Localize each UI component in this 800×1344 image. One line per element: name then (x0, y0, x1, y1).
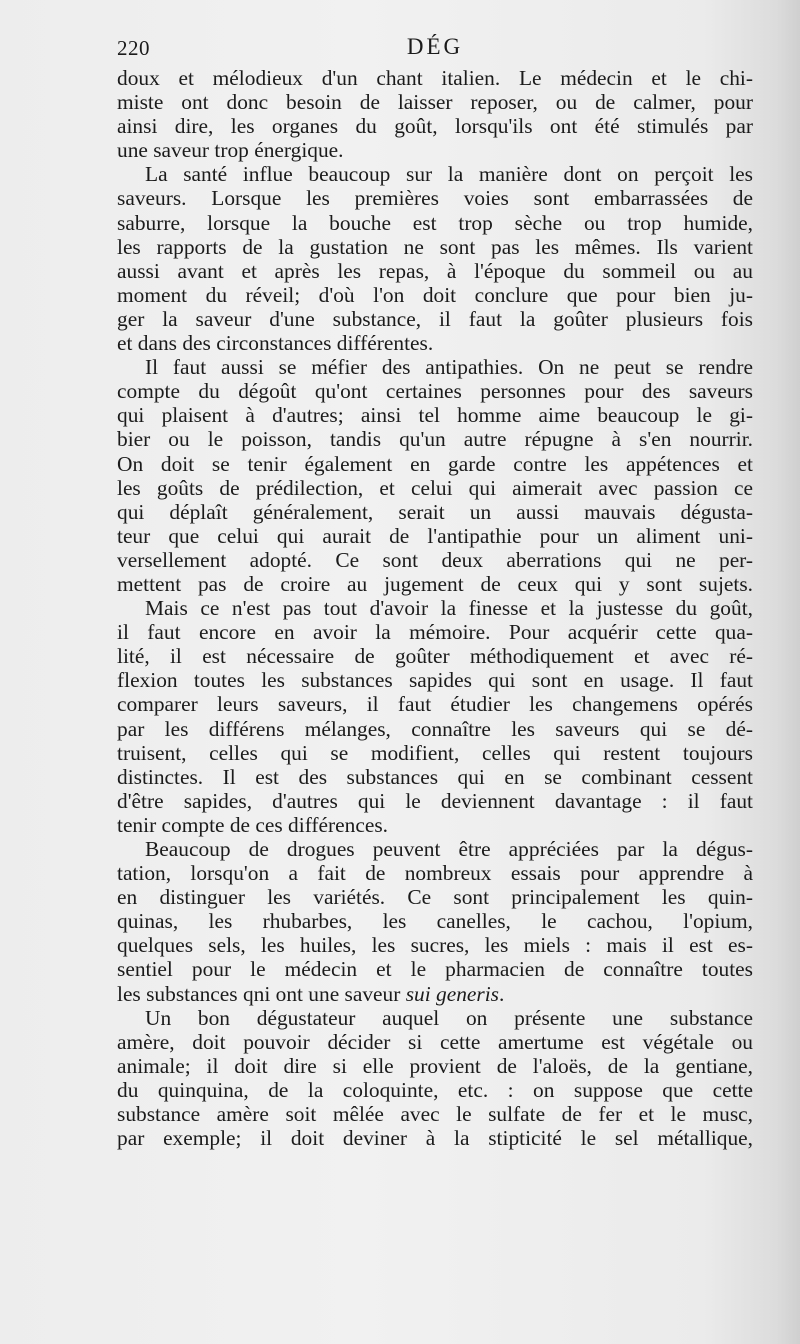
text-line: distinctes. Il est des substances qui en se combinant cessent (117, 764, 753, 789)
text-line: amère, doit pouvoir décider si cette amertume est végétale ou (117, 1029, 753, 1054)
text-line: miste ont donc besoin de laisser reposer, ou de calmer, pour (117, 90, 753, 115)
text-line: La santé influe beaucoup sur la manière dont on perçoit les (145, 162, 753, 187)
text-line-with-italic (117, 982, 753, 1006)
text-line: flexion toutes les substances sapides qui sont en usage. Il faut (117, 668, 753, 693)
paragraph-5 (117, 837, 753, 1006)
text-line: doux et mélodieux d'un chant italien. Le médecin et le chi- (117, 66, 753, 90)
text-line: animale; il doit dire si elle provient de l'aloës, de la gentiane, (117, 1053, 753, 1078)
text-line: les rapports de la gustation ne sont pas les mêmes. Ils varient (117, 234, 753, 259)
paragraph-6 (117, 1006, 753, 1151)
text-line: ger la saveur d'une substance, il faut la goûter plusieurs fois (117, 306, 753, 331)
text-line: quinas, les rhubarbes, les canelles, le cachou, l'opium, (117, 909, 753, 934)
text-line: quelques sels, les huiles, les sucres, les miels : mais il est es- (117, 933, 753, 958)
text-line: moment du réveil; d'où l'on doit conclure que pour bien ju- (117, 282, 753, 307)
text-line: saveurs. Lorsque les premières voies sont embarrassées de (117, 186, 753, 211)
text-line: comparer leurs saveurs, il faut étudier les changemens opérés (117, 692, 753, 717)
text-line: qui déplaît généralement, serait un aussi mauvais dégusta- (117, 499, 753, 524)
text-line: tation, lorsqu'on a fait de nombreux essais pour apprendre à (117, 861, 753, 886)
text-line: Un bon dégustateur auquel on présente une substance (145, 1005, 753, 1030)
text-segment: les substances qni ont une saveur (117, 981, 406, 1006)
text-line: versellement adopté. Ce sont deux aberrations qui ne per- (117, 547, 753, 572)
text-line: en distinguer les variétés. Ce sont principalement les quin- (117, 885, 753, 910)
page-header (117, 36, 753, 66)
text-line: une saveur trop énergique. (117, 138, 344, 163)
text-line: saburre, lorsque la bouche est trop sèche ou trop humide, (117, 210, 753, 235)
text-line: ainsi dire, les organes du goût, lorsqu'ils ont été stimulés par (117, 114, 753, 139)
text-line: les goûts de prédilection, et celui qui aimerait avec passion ce (117, 475, 753, 500)
text-line: qui plaisent à d'autres; ainsi tel homme aime beaucoup le gi- (117, 403, 753, 428)
text-line: tenir compte de ces différences. (117, 812, 389, 837)
text-line: truisent, celles qui se modifient, celles qui restent toujours (117, 740, 753, 765)
text-line: par les différens mélanges, connaître les saveurs qui se dé- (117, 716, 753, 741)
text-line: lité, il est nécessaire de goûter méthodiquement et avec ré- (117, 644, 753, 669)
paragraph-2 (117, 162, 753, 355)
text-line: aussi avant et après les repas, à l'époque du sommeil ou au (117, 258, 753, 283)
page-number: 220 (117, 36, 150, 60)
body-text (117, 66, 753, 1150)
text-line: il faut encore en avoir la mémoire. Pour acquérir cette qua- (117, 620, 753, 645)
text-line: substance amère soit mêlée avec le sulfate de fer et le musc, (117, 1102, 753, 1127)
text-line: compte du dégoût qu'ont certaines personnes pour des saveurs (117, 379, 753, 404)
text-line: du quinquina, de la coloquinte, etc. : on suppose que cette (117, 1077, 753, 1102)
running-head: DÉG (406, 34, 464, 59)
text-line: On doit se tenir également en garde contre les appétences et (117, 451, 753, 476)
text-line: Beaucoup de drogues peuvent être appréciées par la dégus- (145, 837, 753, 861)
italic-phrase: sui generis (405, 981, 499, 1006)
text-line: Mais ce n'est pas tout d'avoir la finesse et la justesse du goût, (145, 596, 753, 621)
text-line: d'être sapides, d'autres qui le deviennent davantage : il faut (117, 788, 753, 813)
paragraph-4 (117, 596, 753, 837)
text-line: teur que celui qui aurait de l'antipathie pour un aliment uni- (117, 523, 753, 548)
paragraph-1 (117, 66, 753, 162)
text-line: et dans des circonstances différentes. (117, 331, 434, 356)
paragraph-3 (117, 355, 753, 596)
text-line: bier ou le poisson, tandis qu'un autre répugne à s'en nourrir. (117, 427, 753, 452)
text-line: par exemple; il doit deviner à la stipticité le sel métallique, (117, 1126, 753, 1151)
text-line: Il faut aussi se méfier des antipathies. On ne peut se rendre (145, 355, 753, 380)
text-line: sentiel pour le médecin et le pharmacien de connaître toutes (117, 957, 753, 982)
text-segment: . (499, 981, 505, 1006)
text-line: mettent pas de croire au jugement de ceux qui y sont sujets. (117, 571, 753, 596)
